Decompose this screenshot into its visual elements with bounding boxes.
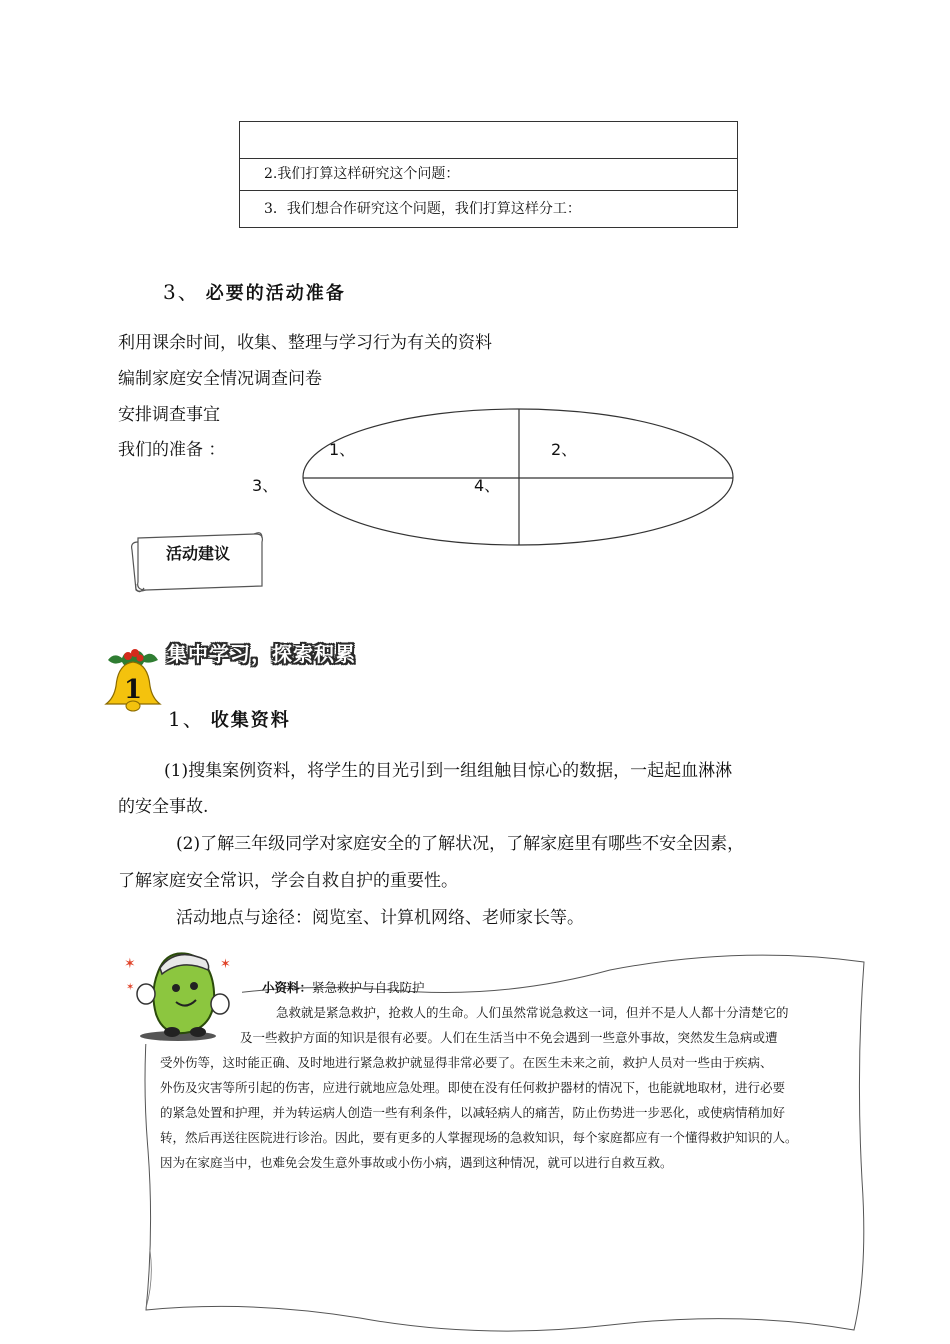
info-line: 因为在家庭当中，也难免会发生意外事故或小伤小病，遇到这种情况，就可以进行自救互救。	[160, 1155, 673, 1170]
table-cell: 3．我们想合作研究这个问题，我们打算这样分工：	[264, 201, 581, 217]
info-line: 外伤及灾害等所引起的伤害，应进行就地应急处理。即使在没有任何救护器材的情况下，也能就地取材，进行必要	[160, 1080, 786, 1095]
table-row	[240, 190, 737, 227]
section-heading-3	[163, 276, 346, 305]
section-title: 必要的活动准备	[205, 283, 346, 304]
info-line: 急救就是紧急救护，抢救人的生命。人们虽然常说急救这一词，但并不是人人都十分清楚它的	[276, 1005, 789, 1020]
table-row	[240, 122, 737, 158]
prep-item-4: 4、	[474, 476, 501, 495]
christmas-bell-icon	[100, 642, 166, 716]
paragraph-line: 活动地点与途径：阅览室、计算机网络、老师家长等。	[176, 908, 584, 928]
our-prep-label: 我们的准备 ：	[118, 440, 226, 460]
section-number: 1、	[168, 707, 205, 731]
table-cell: 2.我们打算这样研究这个问题：	[264, 166, 460, 182]
prep-ellipse	[303, 409, 733, 545]
info-title-label: 小资料：	[262, 980, 313, 995]
info-line: 受外伤等，这时能正确、及时地进行紧急救护就显得非常必要了。在医生未来之前，救护人员对一些由于疾病、	[160, 1055, 773, 1070]
info-box-title	[262, 978, 425, 996]
prep-item-3: 3、	[252, 476, 279, 495]
info-line: 转，然后再送往医院进行诊治。因此，要有更多的人掌握现场的急救知识，每个家庭都应有一个懂得救护知识的人。	[160, 1130, 798, 1145]
scroll-label: 活动建议	[166, 544, 231, 563]
paragraph-line: (2)了解三年级同学对家庭安全的了解状况，了解家庭里有哪些不安全因素，	[176, 834, 745, 854]
paragraph-line: (1)搜集案例资料，将学生的目光引到一组组触目惊心的数据，一起起血淋淋	[164, 761, 733, 781]
prep-line: 编制家庭安全情况调查问卷	[118, 369, 322, 389]
plan-table	[239, 121, 738, 228]
info-title-text: 紧急救护与自我防护	[312, 980, 425, 995]
prep-item-1: 1、	[329, 440, 356, 459]
bell-number: 1	[123, 675, 143, 705]
svg-text:✶: ✶	[126, 982, 135, 993]
prep-ellipse-diagram	[300, 406, 740, 548]
svg-text:✶: ✶	[220, 957, 231, 972]
section-title: 收集资料	[210, 710, 291, 731]
section-number: 3、	[163, 280, 200, 304]
prep-line: 利用课余时间，收集、整理与学习行为有关的资料	[118, 333, 492, 353]
cartoon-mascot-icon	[116, 938, 242, 1044]
prep-item-2: 2、	[551, 440, 578, 459]
table-row	[240, 158, 737, 190]
paragraph-line: 了解家庭安全常识，学会自救自护的重要性。	[118, 871, 458, 891]
activity-banner-title: 集中学习，探索积累	[167, 642, 356, 666]
paragraph-line: 的安全事故.	[118, 797, 209, 817]
section-heading-1	[168, 703, 291, 732]
info-line: 及一些救护方面的知识是很有必要。人们在生活当中不免会遇到一些意外事故，突然发生急病或遭	[240, 1030, 778, 1045]
info-line: 的紧急处置和护理，并为转运病人创造一些有利条件，以减轻病人的痛苦，防止伤势进一步恶化，或使病情稍加好	[160, 1105, 786, 1120]
prep-line: 安排调查事宜	[118, 405, 220, 425]
svg-text:✶: ✶	[124, 956, 136, 972]
